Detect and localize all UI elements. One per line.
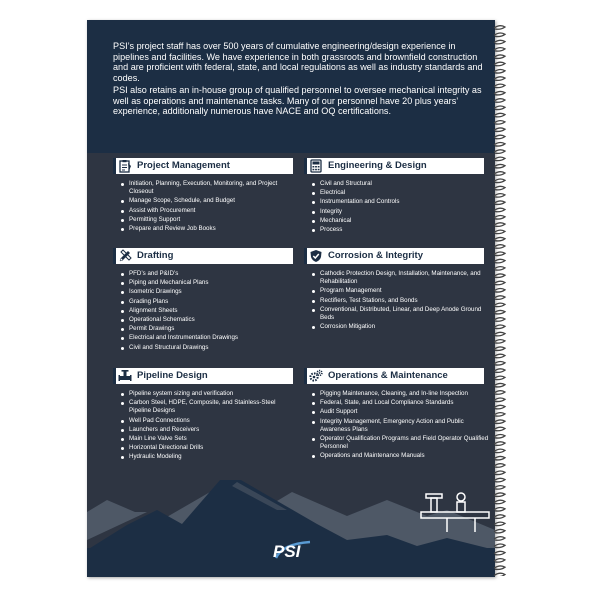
spiral-coil [494, 70, 505, 74]
spiral-coil [494, 186, 505, 190]
section-list [121, 180, 293, 233]
list-item: Isometric Drawings [121, 288, 299, 296]
section-list [312, 270, 484, 331]
logo-text: PSI [273, 542, 301, 561]
section-header [113, 248, 293, 264]
section-project-management [113, 158, 293, 234]
spiral-coil [494, 442, 505, 446]
spiral-coil [494, 522, 505, 526]
spiral-coil [494, 340, 505, 344]
list-item: Hydraulic Modeling [121, 453, 299, 461]
section-title: Operations & Maintenance [328, 370, 448, 381]
spiral-coil [494, 405, 505, 409]
spiral-coil [494, 391, 505, 395]
list-item: Prepare and Review Job Books [121, 225, 299, 233]
list-item: Assist with Procurement [121, 207, 299, 215]
spiral-coil [494, 281, 505, 285]
spiral-coil [494, 201, 505, 205]
spiral-coil [494, 318, 505, 322]
spiral-coil [494, 486, 505, 490]
list-item: Permitting Support [121, 216, 299, 224]
list-item: Federal, State, and Local Compliance Standards [312, 399, 490, 407]
list-item: Electrical [312, 189, 490, 197]
section-header [304, 158, 484, 174]
list-item: Process [312, 226, 490, 234]
list-item: Main Line Valve Sets [121, 435, 299, 443]
list-item: Well Pad Connections [121, 417, 299, 425]
spiral-coil [494, 544, 505, 548]
spiral-coil [494, 259, 505, 263]
spiral-coil [494, 559, 505, 563]
spiral-coil [494, 471, 505, 475]
list-item: Corrosion Mitigation [312, 323, 490, 331]
spiral-coil [494, 237, 505, 241]
spiral-coil [494, 143, 505, 147]
spiral-coil [494, 332, 505, 336]
intro-panel [87, 20, 495, 153]
spiral-coil [494, 289, 505, 293]
calculator-icon [309, 159, 323, 173]
list-item: Manage Scope, Schedule, and Budget [121, 197, 299, 205]
spiral-coil [494, 376, 505, 380]
spiral-coil [494, 121, 505, 125]
spiral-coil [494, 223, 505, 227]
spiral-coil [494, 194, 505, 198]
clipboard-icon [118, 159, 132, 173]
list-item: Rectifiers, Test Stations, and Bonds [312, 297, 490, 305]
spiral-coil [494, 230, 505, 234]
section-header [304, 248, 484, 264]
section-list [312, 180, 484, 234]
list-item: Instrumentation and Controls [312, 198, 490, 206]
spiral-coil [494, 99, 505, 103]
spiral-coil [494, 179, 505, 183]
spiral-coil [494, 456, 505, 460]
list-item: Audit Support [312, 408, 490, 416]
list-item: Civil and Structural [312, 180, 490, 188]
spiral-coil [494, 464, 505, 468]
list-item: Cathodic Protection Design, Installation, Maintenance, and Rehabilitation [312, 270, 490, 286]
spiral-coil [494, 48, 505, 52]
spiral-coil [494, 383, 505, 387]
spiral-coil [494, 91, 505, 95]
section-drafting [113, 248, 293, 353]
list-item: Carbon Steel, HDPE, Composite, and Stainless-Steel Pipeline Designs [121, 399, 299, 415]
gears-icon [309, 369, 323, 383]
list-item: Launchers and Receivers [121, 426, 299, 434]
section-header [113, 368, 293, 384]
spiral-coil [494, 303, 505, 307]
intro-paragraph-2: PSI also retains an in-house group of qualified personnel to oversee mechanical integrity as well as operations and maintenance tasks. Many of our personnel have 20 plus years’ experience, additionally numerous have NACE and OQ certifications. [113, 85, 482, 117]
spiral-coil [494, 420, 505, 424]
spiral-coil [494, 435, 505, 439]
list-item: Operations and Maintenance Manuals [312, 452, 490, 460]
list-item: Electrical and Instrumentation Drawings [121, 334, 299, 342]
spiral-coil [494, 398, 505, 402]
spiral-coil [494, 245, 505, 249]
spiral-coil [494, 113, 505, 117]
spiral-coil [494, 566, 505, 570]
intro-paragraph-1: PSI’s project staff has over 500 years of cumulative engineering/design experience in pipelines and facilities. We have experience in both grassroots and brownfield construction and are proficient with federal, state, and local regulations as well as industry standards and codes. [113, 41, 483, 83]
spiral-coil [494, 529, 505, 533]
section-list [121, 390, 293, 462]
section-list [312, 390, 489, 461]
spiral-coil [494, 208, 505, 212]
list-item: Civil and Structural Drawings [121, 344, 299, 352]
section-corrosion-integrity [304, 248, 484, 332]
list-item: Integrity [312, 208, 490, 216]
spiral-coil [494, 537, 505, 541]
spiral-coil [494, 493, 505, 497]
list-item: Alignment Sheets [121, 307, 299, 315]
spiral-coil [494, 296, 505, 300]
spiral-coil [494, 106, 505, 110]
list-item: Operator Qualification Programs and Field Operator Qualified Personnel [312, 435, 490, 451]
spiral-coil [494, 449, 505, 453]
section-title: Drafting [137, 250, 174, 261]
list-item: Initiation, Planning, Execution, Monitoring, and Project Closeout [121, 180, 299, 196]
spiral-coil [494, 369, 505, 373]
section-title: Project Management [137, 160, 230, 171]
section-title: Corrosion & Integrity [328, 250, 424, 261]
pencil-ruler-icon [118, 249, 132, 263]
spiral-coil [494, 347, 505, 351]
psi-logo [270, 539, 316, 561]
section-header [304, 368, 484, 384]
section-header [113, 158, 293, 174]
valve-pipe-icon [417, 488, 493, 538]
spiral-coil [494, 267, 505, 271]
spiral-coil [494, 40, 505, 44]
spiral-coil [494, 500, 505, 504]
spiral-coil [494, 508, 505, 512]
list-item: Horizontal Directional Drills [121, 444, 299, 452]
spiral-coil [494, 362, 505, 366]
spiral-coil [494, 164, 505, 168]
list-item: Integrity Management, Emergency Action and Public Awareness Plans [312, 418, 490, 434]
list-item: Operational Schematics [121, 316, 299, 324]
list-item: Permit Drawings [121, 325, 299, 333]
spiral-coil [494, 413, 505, 417]
list-item: Mechanical [312, 217, 490, 225]
mountain-illustration [87, 480, 495, 577]
list-item: Pipeline system sizing and verification [121, 390, 299, 398]
spiral-coil [494, 515, 505, 519]
spiral-coil [494, 77, 505, 81]
section-engineering-design [304, 158, 484, 235]
spiral-coil [494, 252, 505, 256]
list-item: Piping and Mechanical Plans [121, 279, 299, 287]
spiral-coil [494, 573, 505, 576]
spiral-coil [494, 84, 505, 88]
pipeline-icon [118, 369, 132, 383]
spiral-coil [494, 354, 505, 358]
spiral-coil [494, 172, 505, 176]
spiral-coil [494, 128, 505, 132]
brochure-page [87, 20, 495, 577]
spiral-coil [494, 62, 505, 66]
spiral-coil [494, 427, 505, 431]
list-item: PFD’s and P&ID’s [121, 270, 299, 278]
spiral-coil [494, 55, 505, 59]
list-item: Conventional, Distributed, Linear, and Deep Anode Ground Beds [312, 306, 490, 322]
spiral-coil [494, 216, 505, 220]
spiral-coil [494, 26, 505, 30]
section-title: Engineering & Design [328, 160, 427, 171]
spiral-coil [494, 33, 505, 37]
list-item: Grading Plans [121, 298, 299, 306]
spiral-coil [494, 274, 505, 278]
spiral-coil [494, 150, 505, 154]
section-operations-maintenance [304, 368, 489, 462]
list-item: Program Management [312, 287, 490, 295]
section-pipeline-design [113, 368, 293, 463]
spiral-coil [494, 135, 505, 139]
spiral-coil [494, 157, 505, 161]
list-item: Pigging Maintenance, Cleaning, and In-line Inspection [312, 390, 490, 398]
spiral-binding [493, 22, 507, 576]
section-list [121, 270, 293, 352]
spiral-coil [494, 325, 505, 329]
spiral-coil [494, 478, 505, 482]
spiral-coil [494, 551, 505, 555]
section-title: Pipeline Design [137, 370, 208, 381]
spiral-coil [494, 310, 505, 314]
shield-check-icon [309, 249, 323, 263]
